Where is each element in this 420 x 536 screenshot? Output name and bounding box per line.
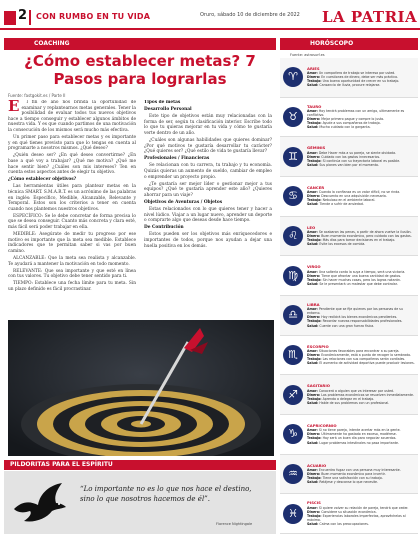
article-paragraph: ALCANZABLE: Que la meta sea realista y alcanzable. Te ayudará a mantener la motivación en todo momento. <box>8 255 136 267</box>
zodiac-line-text: Últimamente ha gastado en exceso, modérese. <box>321 432 397 437</box>
horoscope-source: Fuente: astrosurf.es <box>290 53 325 57</box>
zodiac-line <box>307 202 416 206</box>
quote-text: “Lo importante no es lo que nos hace el destino, sino lo que nosotros hacemos de él”. <box>80 485 252 503</box>
page-number: 2 <box>18 8 28 23</box>
zodiac-line <box>307 282 416 286</box>
horoscope-label: HORÓSCOPO <box>280 38 418 50</box>
zodiac-line-label: Dinero: <box>307 509 321 514</box>
article-paragraph: l fin de año nos brinda la oportunidad de examinar y replantearnos metas generales. Tener la posibilidad de evaluar todos tus nuevos objetivos hace a tiempo conseguir y establecer algunos ámbitos de nuestra vida. Y es que cuando partimos de una motivación la consecución de los mismos será mucho más efectiva. <box>8 100 136 133</box>
zodiac-name: TAURO <box>307 104 322 109</box>
zodiac-line-label: Amor: <box>307 229 318 234</box>
article-paragraph: Las herramientas útiles para plantear metas en la técnica SMART. S.M.A.R.T. es un acrónimo de las palabras en inglés: Específico, Medible, Alcanzable, Relevante y Temporal. Estos son los criterios a tener en cuenta cuando nos plantemos nuestros objetivos. <box>8 184 136 212</box>
zodiac-line-label: Salud: <box>307 242 319 247</box>
zodiac-line-label: Amor: <box>307 348 318 353</box>
zodiac-line <box>307 242 416 246</box>
dateline: Oruro, sábado 10 de diciembre de 2022 <box>200 12 300 18</box>
zodiac-line-label: Dinero: <box>307 75 321 80</box>
zodiac-line-text: Debe Hacer más a su pareja, se siente olvidada. <box>318 150 397 155</box>
zodiac-entry-acuario <box>280 455 418 495</box>
zodiac-name: ESCORPIO <box>307 344 329 349</box>
zodiac-name: CAPRICORNIO <box>307 424 337 429</box>
zodiac-line-text: Lugar problemas intestinales no pasa importante. <box>319 440 399 445</box>
header-divider <box>29 10 31 25</box>
zodiac-line-text: Tiene que afrontar una buena cantidad de gastos. <box>321 273 402 278</box>
zodiac-line-text: Conocerá a alguien que va interesar por usted. <box>318 388 395 393</box>
section-title: CON RUMBO EN TU VIDA <box>36 12 151 21</box>
zodiac-line-label: Salud: <box>307 83 319 88</box>
coaching-label: COACHING <box>4 38 276 50</box>
zodiac-line-text: Más días para tomar decisiones en el trabajo. <box>322 238 396 243</box>
zodiac-line-text: Si no tiene pareja, intente acertar más en la gente. <box>318 428 401 433</box>
zodiac-line-label: Salud: <box>307 361 319 366</box>
article-column-left <box>8 100 136 318</box>
zodiac-line-label: Dinero: <box>307 392 321 397</box>
zodiac-line-text: Si continúa con su trayectoria laboral es posible. <box>322 158 401 163</box>
zodiac-line-label: Trabajo: <box>307 121 322 126</box>
zodiac-line-text: Relájese y descanse lo que necesite. <box>319 480 378 485</box>
zodiac-entry-géminis <box>280 137 418 177</box>
zodiac-line-text: Evite los excesos de comida. <box>319 242 366 247</box>
zodiac-line-text: Una soltería conta la suya a tiempo, será una victoria. <box>318 269 406 274</box>
zodiac-line-text: Cuidado con los gastos innecesarios. <box>321 154 381 159</box>
zodiac-line-text: Si quiere volver su relación de pareja, tendrá que ceder. <box>318 505 409 510</box>
zodiac-line-text: Experiencias laborales imperfectas, aprovéchelas al máximo. <box>307 513 406 522</box>
zodiac-line-label: Dinero: <box>307 233 321 238</box>
article-paragraph: MEDIBLE: Asegúrate de medir tu progreso por ese motivo es importante que la meta sea medible. Establece indicadores que te permitan saber si vas por buen camino. <box>8 232 136 254</box>
zodiac-line <box>307 514 416 522</box>
masthead-logo: LA PATRIA <box>322 8 418 26</box>
article-paragraph: Estos pueden ser los objetivos más enriquecedores e importantes de todos, porque nos ayudan a dejar una huella positiva en los demás. <box>144 232 272 249</box>
article-subheading: Desarrollo Personal <box>144 107 192 113</box>
zodiac-line-text: Descuento en una adquisición necesaria. <box>321 194 387 199</box>
horoscope-list <box>280 58 418 534</box>
zodiac-line-label: Amor: <box>307 428 318 433</box>
zodiac-line-text: Hoy recibirá los bienes económicos pendientes. <box>321 315 398 320</box>
zodiac-line <box>307 480 416 484</box>
zodiac-line-text: Hable de sus problemas con un profesional. <box>319 400 390 405</box>
zodiac-line-label: Trabajo: <box>307 396 322 401</box>
zodiac-name: ARIES <box>307 67 320 72</box>
zodiac-line-label: Salud: <box>307 125 319 130</box>
zodiac-line-label: Dinero: <box>307 352 321 357</box>
zodiac-line-label: Trabajo: <box>307 198 322 203</box>
zodiac-line-label: Amor: <box>307 467 318 472</box>
page-header <box>0 0 420 30</box>
zodiac-line <box>307 401 416 405</box>
zodiac-line-text: Tiende a sufrir de ansiedad. <box>319 202 364 207</box>
article-column-left-body <box>8 100 136 293</box>
zodiac-line-text: Cansancio de lluvia, procure relajarse. <box>319 83 381 88</box>
zodiac-text <box>307 186 418 206</box>
zodiac-line-label: Salud: <box>307 480 319 485</box>
zodiac-line-label: Dinero: <box>307 432 321 437</box>
zodiac-line-text: Ayude a sus compañeros de trabajo. <box>322 121 381 126</box>
zodiac-entry-tauro <box>280 98 418 138</box>
zodiac-escorpio-icon: ♏ <box>283 345 303 365</box>
zodiac-géminis-icon: ♊ <box>283 147 303 167</box>
zodiac-text <box>307 384 418 404</box>
zodiac-aries-icon: ♈ <box>283 67 303 87</box>
zodiac-line-label: Dinero: <box>307 194 321 199</box>
zodiac-line-text: Buen momento económico para invertir. <box>321 472 386 476</box>
article-subheading: De Contribución <box>144 225 184 231</box>
zodiac-line <box>307 441 416 445</box>
zodiac-leo-icon: ♌ <box>283 226 303 246</box>
zodiac-line-label: Trabajo: <box>307 319 322 324</box>
quote-panel <box>4 471 276 534</box>
article-paragraph: ¿Cuáles son algunas habilidades que quieres dominar? ¿Por qué motivos te gustaría desarrollar tu carácter? ¿Qué quieres ser? ¿Qué estilo de vida te gustaría llevar? <box>144 138 272 155</box>
zodiac-line-label: Salud: <box>307 162 319 167</box>
zodiac-line-text: Situaciones favorables para encontrar a su pareja. <box>318 348 400 353</box>
drop-cap: E <box>8 100 20 115</box>
zodiac-name: GÉMINIS <box>307 146 326 151</box>
zodiac-line-text: Cuando la confianza es un valor difícil, no se rinda. <box>318 190 401 195</box>
zodiac-entry-capricornio <box>280 415 418 455</box>
zodiac-line-label: Amor: <box>307 505 318 510</box>
zodiac-line <box>307 522 416 526</box>
zodiac-line-text: Mucho cuidado con la garganta. <box>319 125 371 130</box>
zodiac-text <box>307 105 418 130</box>
article-byline: Fuente: fastgokit.es / Parte II <box>8 93 66 98</box>
zodiac-line-text: Se acabaron las penas, a partir de ahora vuelve la ilusión. <box>318 229 412 234</box>
zodiac-line <box>307 163 416 167</box>
article-column-right-body <box>144 100 272 249</box>
zodiac-line-text: Nebuloso en el ambiente laboral. <box>322 198 376 203</box>
article-paragraph: Este tipo de objetivos están muy relacionadas con la forma de ser, según tu clasificación interior. Escribe todo lo que tu quieras mejorar en tu vida y cómo te gustaría verte dentro de un año. <box>144 114 272 136</box>
quote-section-label: PILDORITAS PARA EL ESPÍRITU <box>4 460 276 470</box>
zodiac-line-text: En cuestiones de dinero, debe ser más práctico. <box>321 75 399 80</box>
zodiac-line-text: Encuentro fugaz con una persona muy interesante. <box>318 467 401 472</box>
zodiac-line-label: Salud: <box>307 400 319 405</box>
zodiac-line-text: Los problemas económicos se resuelven inmediatamente. <box>321 392 414 397</box>
zodiac-entry-aries <box>280 58 418 98</box>
zodiac-text <box>307 146 418 166</box>
article-paragraph: ¿Quién deseo ser? ¿En qué deseo convertirme? ¿En base a qué voy a trabajar? ¿Qué me motiva? ¿Qué me hace sentir bien? ¿Cuáles son mis intereses? Ten en cuenta estos aspectos antes de elegir tu objetivo. <box>8 153 136 176</box>
zodiac-entry-piscis <box>280 494 418 534</box>
zodiac-tauro-icon: ♉ <box>283 107 303 127</box>
article-subheading: Objetivos de Aventuras / Objetos <box>144 200 223 205</box>
zodiac-line <box>307 83 416 87</box>
article-paragraph: RELEVANTE: Que sea importante y que esté en línea con tus valores. Tu objetivo debe tener sentido para ti. <box>8 268 136 280</box>
zodiac-cáncer-icon: ♋ <box>283 186 303 206</box>
article-paragraph: ESPECÍFICO: Se le debe concretar de forma precisa lo que se desea conseguir. Cuanto más concreta y clara esté, más fácil será poder trabajar en ella. <box>8 213 136 230</box>
zodiac-line-label: Amor: <box>307 388 318 393</box>
zodiac-text <box>307 424 418 444</box>
zodiac-entry-libra <box>280 296 418 336</box>
zodiac-line-label: Amor: <box>307 190 318 195</box>
zodiac-name: ACUARIO <box>307 463 327 468</box>
zodiac-line-text: Considere su situación económica. <box>321 509 377 514</box>
zodiac-line-label: Salud: <box>307 202 319 207</box>
zodiac-text <box>307 345 418 365</box>
zodiac-line-text: Las relaciones con sus compañeros serán cordiales. <box>322 357 406 362</box>
zodiac-line-label: Amor: <box>307 150 318 155</box>
zodiac-piscis-icon: ♓ <box>283 504 303 524</box>
zodiac-line-text: Pendiente que se fije quienes por las personas de su entorno. <box>307 307 403 316</box>
zodiac-line-text: Mejor primero pague y compre lo justo. <box>321 117 385 121</box>
zodiac-line-label: Trabajo: <box>307 277 322 282</box>
article-column-right <box>144 100 272 318</box>
zodiac-line-label: Salud: <box>307 281 319 286</box>
zodiac-text <box>307 303 418 328</box>
zodiac-line-label: Salud: <box>307 521 319 526</box>
target-dart-illustration <box>8 320 274 456</box>
zodiac-capricornio-icon: ♑ <box>283 424 303 444</box>
zodiac-virgo-icon: ♍ <box>283 266 303 286</box>
article-paragraph: Estas relacionados con lo que quieres tener y hacer a nivel lúdico. Viajar a un lugar nuevo, aprender un deporte o comprarte algo que deseas desde hace tiempo. <box>144 207 272 224</box>
article-paragraph: ¿Te gustaría ser mejor líder o gestionar mejor a tus equipos? ¿Qué te gustaría aprender este año? ¿Quieres ahorrar para un viaje? <box>144 181 272 198</box>
zodiac-line-text: Aprenda a delegar en el trabajo. <box>322 396 375 401</box>
zodiac-name: SAGITARIO <box>307 384 330 389</box>
zodiac-line-text: Económicamente, está a punto de recoger lo sembrado. <box>321 352 412 357</box>
zodiac-line-text: El aumento de actividad deportiva puede producir lesiones. <box>319 361 415 366</box>
zodiac-line-text: Sin hacer muchas cosas, pero los logros notarán. <box>322 277 401 282</box>
zodiac-line <box>307 109 416 117</box>
zodiac-line-label: Dinero: <box>307 315 321 320</box>
zodiac-text <box>307 501 418 526</box>
article-subheading: Profesionales / Financieras <box>144 156 210 162</box>
zodiac-line-text: Hoy será un buen día para negociar acuerdos. <box>322 436 397 441</box>
page-number-marker <box>4 11 16 25</box>
zodiac-line-text: Buen momento económico, pero cuidado con los gastos. <box>321 233 412 238</box>
zodiac-entry-virgo <box>280 256 418 296</box>
zodiac-entry-escorpio <box>280 336 418 376</box>
zodiac-line-label: Trabajo: <box>307 513 322 518</box>
zodiac-line-label: Amor: <box>307 307 318 312</box>
zodiac-line-label: Salud: <box>307 323 319 328</box>
zodiac-line <box>307 125 416 129</box>
zodiac-line-label: Salud: <box>307 440 319 445</box>
zodiac-name: LIBRA <box>307 303 320 308</box>
zodiac-sagitario-icon: ♐ <box>283 385 303 405</box>
zodiac-line-label: Trabajo: <box>307 357 322 362</box>
zodiac-line-text: Calma con las preocupaciones. <box>319 521 369 526</box>
zodiac-line-label: Amor: <box>307 71 318 76</box>
zodiac-line-label: Amor: <box>307 269 318 274</box>
zodiac-line-label: Dinero: <box>307 472 321 476</box>
article-subheading: ¿Cómo establecer objetivos? <box>8 177 77 183</box>
zodiac-line-label: Trabajo: <box>307 436 322 441</box>
zodiac-line-label: Trabajo: <box>307 476 322 481</box>
quote-author: Florence Nightingale <box>216 522 253 526</box>
article-subheading: Tipos de metas <box>144 100 181 105</box>
zodiac-line <box>307 307 416 315</box>
zodiac-entry-sagitario <box>280 375 418 415</box>
zodiac-line-label: Trabajo: <box>307 238 322 243</box>
zodiac-line-text: Recordar nuevas responsabilidades profesionales. <box>322 319 403 324</box>
article-paragraph: Se relacionan con tu carrera, tu trabajo y tu economía. Quizás quieras un aumento de sueldo, cambiar de empleo o emprender un proyecto propio. <box>144 163 272 180</box>
zodiac-line-text: Un compañero de trabajo se interesa por usted. <box>318 71 396 76</box>
zodiac-line-text: Una buena oportunidad de crecer en su trabajo. <box>322 79 400 84</box>
zodiac-acuario-icon: ♒ <box>283 464 303 484</box>
zodiac-line-text: Cuente con una gran fuerza física. <box>319 323 375 328</box>
dove-icon <box>10 479 70 527</box>
zodiac-entry-leo <box>280 217 418 257</box>
zodiac-text <box>307 464 418 484</box>
zodiac-name: VIRGO <box>307 265 321 270</box>
zodiac-name: CÁNCER <box>307 186 325 191</box>
zodiac-text <box>307 265 418 285</box>
zodiac-line <box>307 361 416 365</box>
zodiac-text <box>307 67 418 87</box>
zodiac-line-text: Hoy tendrá problemas con un amigo, ultimamente es conflictivo. <box>307 108 405 117</box>
zodiac-line-label: Dinero: <box>307 117 321 121</box>
article-photo <box>8 320 274 456</box>
zodiac-entry-cáncer <box>280 177 418 217</box>
zodiac-line-label: Amor: <box>307 108 318 113</box>
zodiac-name: LEO <box>307 225 316 230</box>
zodiac-name: PISCIS <box>307 501 321 506</box>
zodiac-libra-icon: ♎ <box>283 305 303 325</box>
zodiac-line <box>307 324 416 328</box>
article-headline: ¿Cómo establecer metas? 7 Pasos para lograrlas <box>24 52 256 88</box>
zodiac-line-label: Dinero: <box>307 273 321 278</box>
zodiac-line-text: Sus planes van bien por el momento. <box>319 162 379 167</box>
article-paragraph: Un primer paso para establecer metas y es importante y en qué tienes previsto para que lo tengas en cuenta al programarte a nosotros mismos. ¿Qué deseo? <box>8 135 136 152</box>
zodiac-line-label: Trabajo: <box>307 158 322 163</box>
zodiac-text <box>307 226 418 246</box>
zodiac-line-label: Trabajo: <box>307 79 322 84</box>
zodiac-line-text: Se le presentará un malestar que debe controlar. <box>319 281 398 286</box>
article-paragraph: TIEMPO: Establece una fecha límite para tu meta. Sin un plazo definido es fácil procrastinar. <box>8 281 136 292</box>
zodiac-line-text: Tiene una satisfacción con su trabajo. <box>322 476 383 481</box>
zodiac-line-label: Dinero: <box>307 154 321 159</box>
